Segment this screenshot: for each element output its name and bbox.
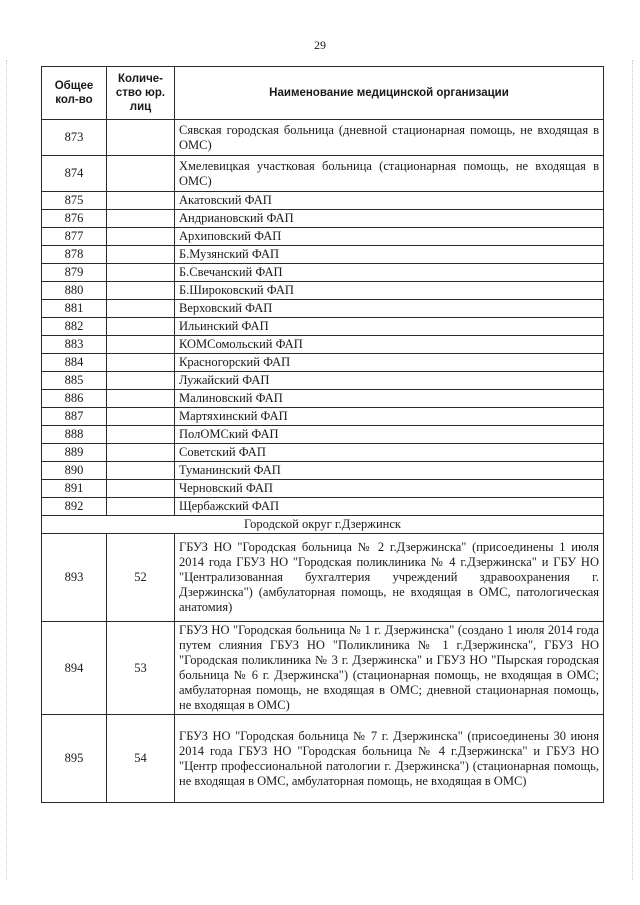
section-title: Городской округ г.Дзержинск xyxy=(42,516,604,534)
table-row xyxy=(42,336,604,354)
table-body-section xyxy=(42,516,604,534)
header-legal-entities: Количе-ство юр. лиц xyxy=(107,67,175,120)
cell-legal-entities xyxy=(107,300,175,318)
header-total: Общее кол-во xyxy=(42,67,107,120)
cell-organization-name: Акатовский ФАП xyxy=(175,192,604,210)
header-organization-name: Наименование медицинской организации xyxy=(175,67,604,120)
cell-total: 877 xyxy=(42,228,107,246)
cell-total: 892 xyxy=(42,498,107,516)
table-row xyxy=(42,210,604,228)
cell-total: 884 xyxy=(42,354,107,372)
table-row xyxy=(42,426,604,444)
cell-total: 889 xyxy=(42,444,107,462)
cell-legal-entities xyxy=(107,192,175,210)
table-row xyxy=(42,120,604,156)
table-row xyxy=(42,246,604,264)
cell-legal-entities xyxy=(107,318,175,336)
cell-organization-name: Хмелевицкая участковая больница (стационарная помощь, не входящая в ОМС) xyxy=(175,156,604,192)
cell-organization-name: Б.Музянский ФАП xyxy=(175,246,604,264)
cell-legal-entities xyxy=(107,210,175,228)
cell-legal-entities xyxy=(107,120,175,156)
table-row xyxy=(42,228,604,246)
cell-total: 875 xyxy=(42,192,107,210)
cell-total: 878 xyxy=(42,246,107,264)
cell-legal-entities xyxy=(107,264,175,282)
cell-organization-name: Туманинский ФАП xyxy=(175,462,604,480)
cell-organization-name: Б.Широковский ФАП xyxy=(175,282,604,300)
table-row xyxy=(42,300,604,318)
cell-total: 885 xyxy=(42,372,107,390)
cell-legal-entities xyxy=(107,282,175,300)
cell-legal-entities xyxy=(107,444,175,462)
cell-organization-name: Щербажский ФАП xyxy=(175,498,604,516)
table-body-dzerzhinsk xyxy=(42,534,604,803)
cell-organization-name: Лужайский ФАП xyxy=(175,372,604,390)
cell-total: 881 xyxy=(42,300,107,318)
cell-legal-entities: 54 xyxy=(107,715,175,803)
section-row xyxy=(42,516,604,534)
cell-total: 880 xyxy=(42,282,107,300)
cell-organization-name: Малиновский ФАП xyxy=(175,390,604,408)
cell-total: 894 xyxy=(42,622,107,715)
table-row xyxy=(42,354,604,372)
cell-legal-entities xyxy=(107,390,175,408)
cell-total: 891 xyxy=(42,480,107,498)
table-row xyxy=(42,372,604,390)
cell-organization-name: ПолОМСкий ФАП xyxy=(175,426,604,444)
table-row xyxy=(42,318,604,336)
cell-organization-name: Б.Свечанский ФАП xyxy=(175,264,604,282)
cell-organization-name: Черновский ФАП xyxy=(175,480,604,498)
cell-legal-entities xyxy=(107,498,175,516)
cell-total: 890 xyxy=(42,462,107,480)
organizations-table xyxy=(41,66,604,803)
cell-total: 895 xyxy=(42,715,107,803)
header-row xyxy=(42,67,604,120)
cell-total: 873 xyxy=(42,120,107,156)
cell-organization-name: Мартяхинский ФАП xyxy=(175,408,604,426)
cell-total: 887 xyxy=(42,408,107,426)
cell-total: 886 xyxy=(42,390,107,408)
table-row xyxy=(42,498,604,516)
table-row xyxy=(42,622,604,715)
cell-legal-entities xyxy=(107,480,175,498)
cell-legal-entities: 52 xyxy=(107,534,175,622)
cell-organization-name: Андриановский ФАП xyxy=(175,210,604,228)
cell-total: 876 xyxy=(42,210,107,228)
cell-legal-entities xyxy=(107,354,175,372)
cell-legal-entities xyxy=(107,372,175,390)
table-row xyxy=(42,480,604,498)
cell-organization-name: Советский ФАП xyxy=(175,444,604,462)
cell-total: 883 xyxy=(42,336,107,354)
table-row xyxy=(42,156,604,192)
cell-organization-name: ГБУЗ НО "Городская больница № 1 г. Дзержинска" (создано 1 июля 2014 года путем слияния ГБУЗ НО "Поликлиника № 1 г.Дзержинска", ГБУЗ НО "Городская поликлиника № 3 г. Дзержинска" и ГБУЗ НО "Пырская городская больница № 6 г. Дзержинска") (стационарная помощь, не входящая в ОМС; амбулаторная помощь, не входящая в ОМС; дневной стационарная помощь, не входящая в ОМС) xyxy=(175,622,604,715)
cell-legal-entities xyxy=(107,426,175,444)
cell-total: 882 xyxy=(42,318,107,336)
table-row xyxy=(42,444,604,462)
table-row xyxy=(42,534,604,622)
page-number: 29 xyxy=(314,38,326,52)
table-row xyxy=(42,282,604,300)
table-row xyxy=(42,462,604,480)
cell-organization-name: Ильинский ФАП xyxy=(175,318,604,336)
cell-legal-entities xyxy=(107,408,175,426)
cell-organization-name: Архиповский ФАП xyxy=(175,228,604,246)
cell-organization-name: Красногорский ФАП xyxy=(175,354,604,372)
cell-organization-name: Сявская городская больница (дневной стационарная помощь, не входящая в ОМС) xyxy=(175,120,604,156)
table-row xyxy=(42,192,604,210)
cell-total: 874 xyxy=(42,156,107,192)
table-row xyxy=(42,715,604,803)
cell-total: 893 xyxy=(42,534,107,622)
cell-legal-entities xyxy=(107,228,175,246)
scan-edge-left xyxy=(6,60,8,880)
cell-total: 888 xyxy=(42,426,107,444)
cell-legal-entities: 53 xyxy=(107,622,175,715)
table-row xyxy=(42,408,604,426)
table-row xyxy=(42,264,604,282)
cell-organization-name: Верховский ФАП xyxy=(175,300,604,318)
cell-legal-entities xyxy=(107,462,175,480)
cell-organization-name: ГБУЗ НО "Городская больница № 7 г. Дзержинска" (присоединены 30 июня 2014 года ГБУЗ НО "Городская больница № 4 г.Дзержинска" и ГБУЗ НО "Центр профессиональной патологии г. Дзержинска") (стационарная помощь, не входящая в ОМС, амбулаторная помощь, не входящая в ОМС) xyxy=(175,715,604,803)
scan-edge-right xyxy=(632,60,634,880)
cell-organization-name: ГБУЗ НО "Городская больница № 2 г.Дзержинска" (присоединены 1 июля 2014 года ГБУЗ НО "Городская поликлиника № 4 г.Дзержинска" и ГБУ НО "Централизованная бухгалтерия учреждений здравоохранения г. Дзержинска") (амбулаторная помощь, не входящая в ОМС, патологическая анатомия) xyxy=(175,534,604,622)
table-body-district xyxy=(42,120,604,516)
cell-legal-entities xyxy=(107,246,175,264)
table-row xyxy=(42,390,604,408)
cell-organization-name: КОМСомольский ФАП xyxy=(175,336,604,354)
cell-total: 879 xyxy=(42,264,107,282)
cell-legal-entities xyxy=(107,156,175,192)
cell-legal-entities xyxy=(107,336,175,354)
